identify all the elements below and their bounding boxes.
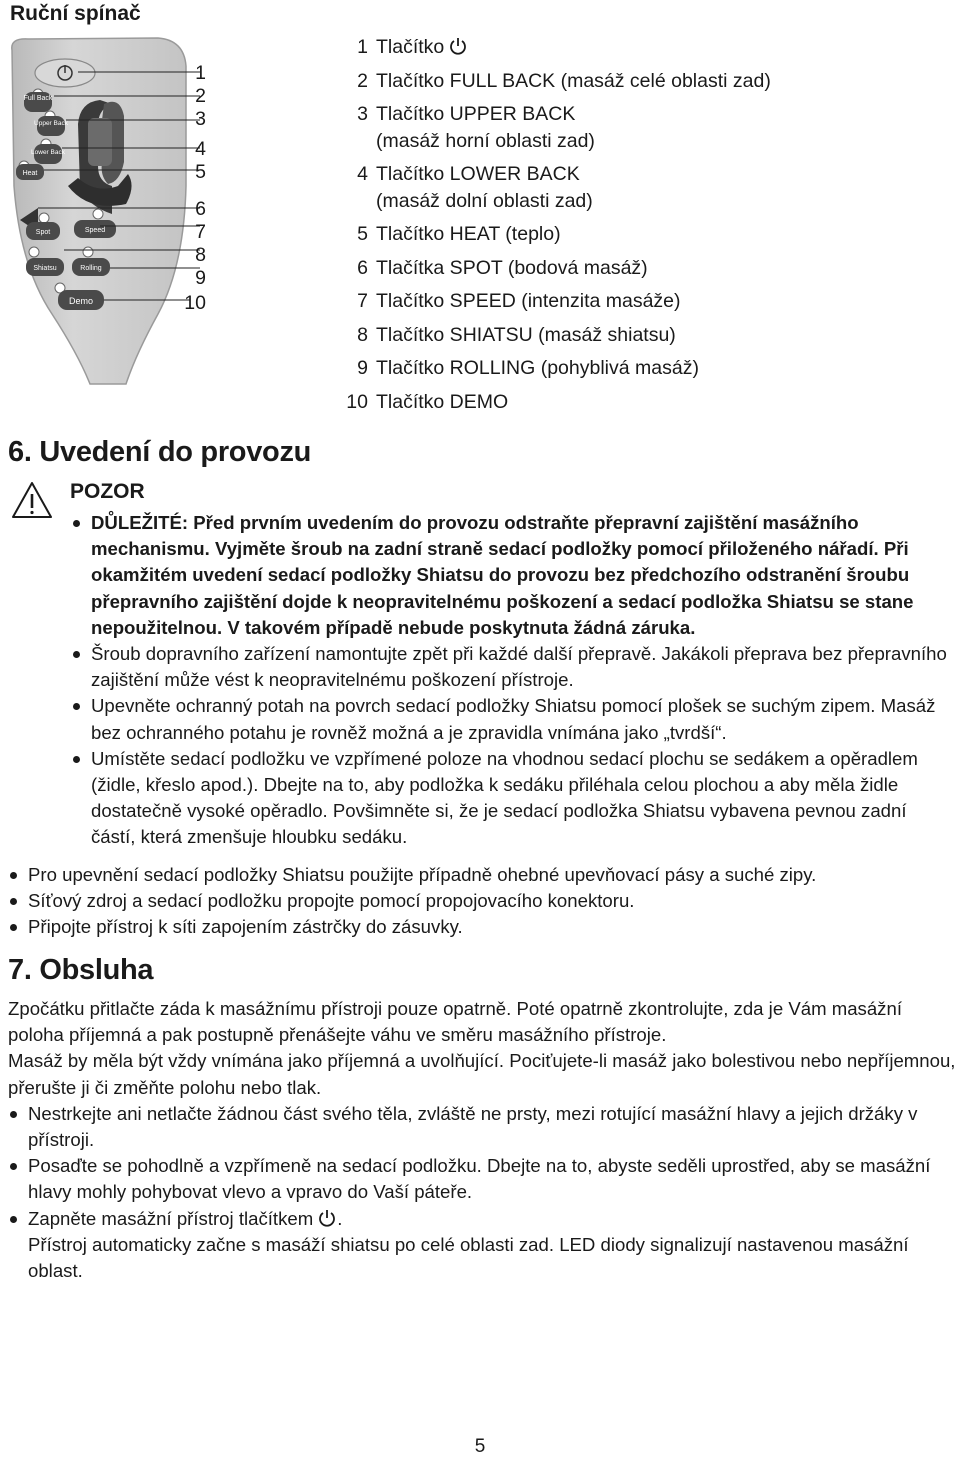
legend-row: 9 Tlačítko ROLLING (pohyblivá masáž) [357, 357, 699, 379]
legend-row: 3 Tlačítko UPPER BACK [357, 103, 576, 125]
power-icon [448, 36, 468, 56]
legend-row: 1 Tlačítko [334, 34, 954, 61]
section-title-7: 7. Obsluha [8, 954, 154, 986]
remote-label-demo: Demo [68, 296, 94, 306]
callout-6: 6 [195, 198, 206, 220]
setup-list [7, 862, 953, 941]
page-number: 5 [474, 1436, 486, 1457]
operation-text [8, 996, 956, 1284]
remote-label-spot: Spot [35, 229, 51, 236]
warning-title: POZOR [70, 480, 145, 503]
legend-row: 8 Tlačítko SHIATSU (masáž shiatsu) [357, 323, 676, 346]
callout-9: 9 [195, 267, 206, 289]
operation-list [7, 1101, 956, 1284]
callout-numbers [146, 62, 206, 315]
warning-list [70, 510, 956, 851]
warning-triangle-icon [10, 480, 54, 520]
section-title-6: 6. Uvedení do provozu [8, 436, 312, 468]
remote-label-shiatsu: Shiatsu [33, 265, 57, 272]
callout-7: 7 [195, 221, 206, 243]
legend-row: (masáž horní oblasti zad) [376, 129, 595, 152]
callout-5: 5 [195, 161, 206, 183]
paragraph: Zpočátku přitlačte záda k masážnímu přístroji pouze opatrně. Poté opatrně zkontrolujte, zda je Vám masážní poloha příjemná a pak postupně přenášejte váhu ve směru masážního přístroje. [8, 998, 902, 1046]
legend-row: 2 Tlačítko FULL BACK (masáž celé oblasti zad) [357, 69, 771, 92]
section-title-remote: Ruční spínač [10, 2, 141, 25]
callout-8: 8 [195, 244, 206, 266]
remote-label-rolling: Rolling [80, 265, 102, 272]
list-item: Upevněte ochranný potah na povrch sedací podložky Shiatsu pomocí plošek se suchým zipem. Masáž bez ochranného potahu je rovněž možná a je zpravidla vnímána jako „tvrdší“. [70, 693, 956, 745]
list-item: DŮLEŽITÉ: Před prvním uvedením do provozu odstraňte přepravní zajištění masážního mechanismu. Vyjměte šroub na zadní straně sedací podložky pomocí přiloženého nářadí. Při okamžitém uvedení sedací podložky Shiatsu do provozu bez předchozího odstranění šroubu přepravního zajištění dojde k neopravitelnému poškození a sedací podložka Shiatsu se stane nepoužitelnou. V takovém případě nebude poskytnuta žádná záruka. [70, 510, 956, 641]
list-item: Umístěte sedací podložku ve vzpřímené poloze na vhodnou sedací plochu se sedákem a opěradlem (židle, křeslo apod.). Dbejte na to, aby podložka k sedáku přiléhala celou plochou a aby měla židle dostatečně vysoké opěradlo. Povšimněte si, že je sedací podložka Shiatsu vybavena pevnou zadní částí, která zmenšuje hloubku sedáku. [70, 746, 956, 851]
list-item: Pro upevnění sedací podložky Shiatsu použijte případně ohebné upevňovací pásy a suché zipy. [7, 862, 953, 888]
power-icon [317, 1208, 337, 1228]
remote-label-heat: Heat [22, 170, 38, 177]
callout-3: 3 [195, 108, 206, 130]
list-item: Šroub dopravního zařízení namontujte zpět při každé další přepravě. Jakákoli přeprava bez přepravního zajištění může vést k neopravitelnému poškození přístroje. [70, 641, 956, 693]
callout-4: 4 [195, 138, 206, 160]
paragraph: Masáž by měla být vždy vnímána jako příjemná a uvolňující. Pociťujete-li masáž jako bolestivou nebo nepříjemnou, přerušte ji či změňte polohu nebo tlak. [8, 1050, 956, 1098]
list-item: Posaďte se pohodlně a vzpřímeně na sedací podložku. Dbejte na to, abyste seděli uprostřed, aby se masážní hlavy mohly pohybovat vlevo a vpravo do Vaší páteře. [7, 1153, 956, 1205]
legend-row: (masáž dolní oblasti zad) [376, 189, 593, 212]
callout-2: 2 [195, 85, 206, 107]
button-legend [334, 34, 954, 415]
list-item: Nestrkejte ani netlačte žádnou část svého těla, zvláště ne prsty, mezi rotující masážní hlavy a jejich držáky v přístroji. [7, 1101, 956, 1153]
list-item: Zapněte masážní přístroj tlačítkem . Přístroj automaticky začne s masáží shiatsu po celé oblasti zad. LED diody signalizují nastavenou masážní oblast. [7, 1206, 956, 1285]
callout-10: 10 [184, 292, 206, 314]
remote-label-speed: Speed [84, 227, 106, 234]
legend-row: 10 Tlačítko DEMO [346, 390, 509, 413]
callout-1: 1 [195, 62, 206, 84]
legend-row: 5 Tlačítko HEAT (teplo) [357, 223, 561, 245]
list-item: Připojte přístroj k síti zapojením zástrčky do zásuvky. [7, 914, 953, 940]
legend-row: 4 Tlačítko LOWER BACK [357, 163, 580, 185]
remote-label-lower-back: Lower Back [31, 149, 65, 156]
legend-row: 7 Tlačítko SPEED (intenzita masáže) [357, 290, 681, 312]
list-item: Síťový zdroj a sedací podložku propojte pomocí propojovacího konektoru. [7, 888, 953, 914]
remote-label-full-back: Full Back [23, 95, 53, 102]
legend-row: 6 Tlačítka SPOT (bodová masáž) [357, 256, 648, 279]
remote-label-upper-back: Upper Back [34, 120, 68, 127]
